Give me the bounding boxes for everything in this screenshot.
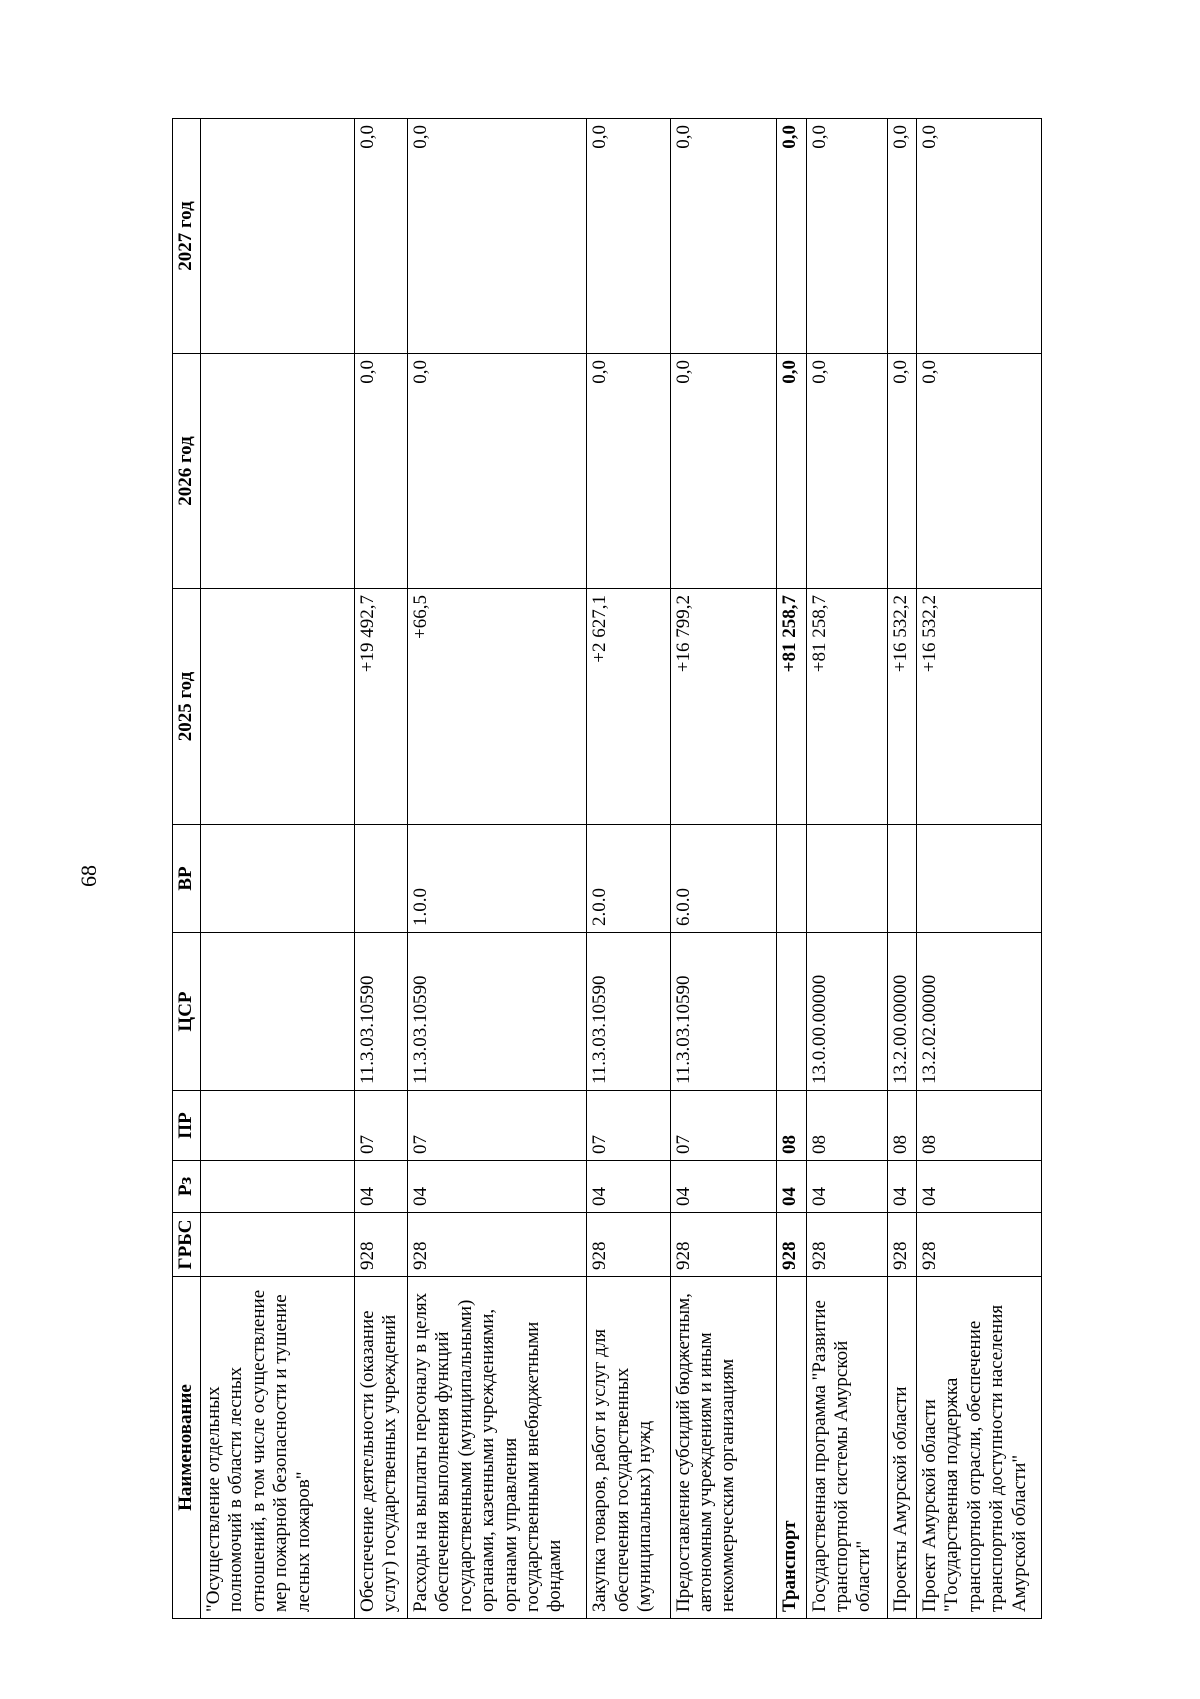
cell-rz: 04 [670,1161,777,1213]
table-row [354,119,407,1619]
cell-csr: 13.2.02.00000 [916,933,1041,1091]
cell-name: Проект Амурской области "Государственная поддержка транспортной отрасли, обеспечение транспортной доступности населения Амурской области" [916,1277,1041,1619]
header-name: Наименование [173,1277,201,1619]
cell-name: Предоставление субсидий бюджетным, автономным учреждениям и иным некоммерческим организациям [670,1277,777,1619]
cell-2027: 0,0 [670,119,777,354]
cell-2025: +2 627,1 [587,589,670,825]
table-row [670,119,777,1619]
cell-2025: +16 799,2 [670,589,777,825]
cell-pr: 07 [670,1091,777,1161]
cell-grbs: 928 [916,1213,1041,1277]
cell-grbs: 928 [777,1213,806,1277]
cell-rz: 04 [806,1161,887,1213]
cell-grbs [201,1213,355,1277]
table-row [806,119,887,1619]
cell-grbs: 928 [887,1213,916,1277]
cell-rz: 04 [407,1161,586,1213]
budget-table-wrapper [172,119,1042,1619]
cell-2026: 0,0 [670,354,777,589]
cell-csr: 11.3.03.10590 [354,933,407,1091]
cell-name: Расходы на выплаты персоналу в целях обеспечения выполнения функций государственными (муниципальными) органами, казенными учреждениями, органами управления государственными внебюджетными фондами [407,1277,586,1619]
cell-name: Закупка товаров, работ и услуг для обеспечения государственных (муниципальных) нужд [587,1277,670,1619]
cell-vr [354,825,407,933]
cell-rz [201,1161,355,1213]
cell-pr [201,1091,355,1161]
cell-vr [806,825,887,933]
cell-vr [887,825,916,933]
page-number: 68 [76,865,101,887]
cell-name: Обеспечение деятельности (оказание услуг) государственных учреждений [354,1277,407,1619]
cell-pr: 08 [916,1091,1041,1161]
cell-pr: 07 [587,1091,670,1161]
cell-2026: 0,0 [587,354,670,589]
cell-name: Государственная программа "Развитие транспортной системы Амурской области" [806,1277,887,1619]
cell-grbs: 928 [806,1213,887,1277]
table-row [916,119,1041,1619]
cell-grbs: 928 [354,1213,407,1277]
cell-csr: 11.3.03.10590 [587,933,670,1091]
cell-2025: +16 532,2 [916,589,1041,825]
cell-2026: 0,0 [407,354,586,589]
cell-pr: 07 [354,1091,407,1161]
header-vr: ВР [173,825,201,933]
cell-csr: 13.0.00.00000 [806,933,887,1091]
cell-2027 [201,119,355,354]
header-2027: 2027 год [173,119,201,354]
cell-2027: 0,0 [407,119,586,354]
cell-csr [777,933,806,1091]
cell-vr [201,825,355,933]
budget-table [172,118,1042,1619]
cell-pr: 07 [407,1091,586,1161]
cell-2027: 0,0 [806,119,887,354]
table-row [587,119,670,1619]
cell-vr: 6.0.0 [670,825,777,933]
cell-2025: +81 258,7 [777,589,806,825]
cell-2027: 0,0 [916,119,1041,354]
cell-pr: 08 [777,1091,806,1161]
header-rz: Рз [173,1161,201,1213]
header-2026: 2026 год [173,354,201,589]
cell-2026: 0,0 [354,354,407,589]
cell-grbs: 928 [587,1213,670,1277]
cell-2025: +19 492,7 [354,589,407,825]
cell-2027: 0,0 [587,119,670,354]
table-row [201,119,355,1619]
cell-2025 [201,589,355,825]
header-2025: 2025 год [173,589,201,825]
header-grbs: ГРБС [173,1213,201,1277]
cell-csr: 13.2.00.00000 [887,933,916,1091]
cell-pr: 08 [887,1091,916,1161]
cell-2025: +16 532,2 [887,589,916,825]
cell-rz: 04 [777,1161,806,1213]
cell-name: "Осуществление отдельных полномочий в области лесных отношений, в том числе осуществление мер пожарной безопасности и тушение лесных пожаров" [201,1277,355,1619]
cell-2027: 0,0 [777,119,806,354]
cell-vr [777,825,806,933]
cell-rz: 04 [354,1161,407,1213]
cell-2026: 0,0 [916,354,1041,589]
cell-grbs: 928 [670,1213,777,1277]
cell-vr [916,825,1041,933]
cell-2026: 0,0 [887,354,916,589]
cell-vr: 2.0.0 [587,825,670,933]
cell-rz: 04 [916,1161,1041,1213]
cell-csr: 11.3.03.10590 [670,933,777,1091]
cell-rz: 04 [887,1161,916,1213]
header-csr: ЦСР [173,933,201,1091]
cell-2026: 0,0 [806,354,887,589]
cell-csr: 11.3.03.10590 [407,933,586,1091]
table-header-row [173,119,201,1619]
cell-2025: +81 258,7 [806,589,887,825]
cell-2027: 0,0 [887,119,916,354]
table-row [407,119,586,1619]
header-pr: ПР [173,1091,201,1161]
cell-2027: 0,0 [354,119,407,354]
cell-csr [201,933,355,1091]
cell-2025: +66,5 [407,589,586,825]
cell-2026 [201,354,355,589]
cell-rz: 04 [587,1161,670,1213]
table-row [777,119,806,1619]
table-row [887,119,916,1619]
cell-2026: 0,0 [777,354,806,589]
cell-vr: 1.0.0 [407,825,586,933]
cell-grbs: 928 [407,1213,586,1277]
cell-pr: 08 [806,1091,887,1161]
cell-name: Проекты Амурской области [887,1277,916,1619]
cell-name: Транспорт [777,1277,806,1619]
